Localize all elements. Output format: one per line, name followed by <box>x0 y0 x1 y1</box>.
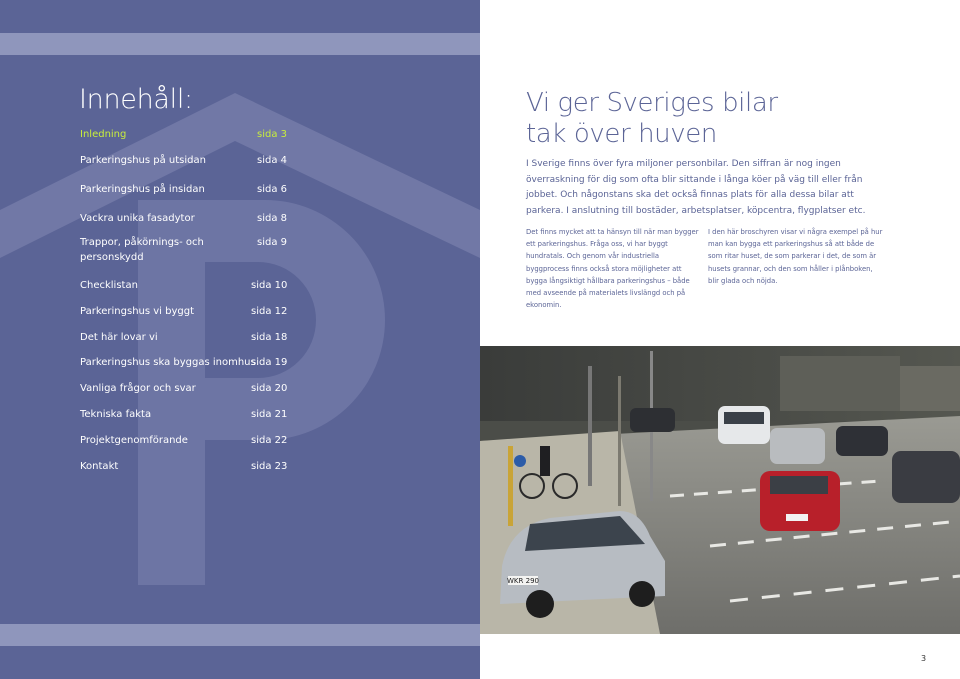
toc-item-label: Vanliga frågor och svar <box>80 383 196 394</box>
toc-item-label: Inledning <box>80 129 127 140</box>
body-column-2: I den här broschyren visar vi några exempel på hur man kan bygga ett parkeringshus så att både de som ritar huset, de som parkerar i det, de som är husets grannar, och den som håller i plånboken, blir glada och nöjda. <box>708 228 883 285</box>
toc-item[interactable] <box>80 433 288 448</box>
toc-item-page: sida 20 <box>251 383 288 394</box>
traffic-photo <box>480 346 960 634</box>
heading-line-1: Vi ger Sveriges bilar <box>526 88 778 118</box>
toc-item[interactable] <box>80 182 288 197</box>
toc-item-label: Det här lovar vi <box>80 332 158 343</box>
toc-item-page: sida 21 <box>251 409 288 420</box>
toc-item-page: sida 23 <box>251 461 288 472</box>
toc-item-label: Checklistan <box>80 280 138 291</box>
toc-item-page: sida 12 <box>251 306 288 317</box>
toc-item-label: Vackra unika fasadytor <box>80 213 195 224</box>
toc-item[interactable] <box>80 459 288 474</box>
toc-item[interactable] <box>80 127 288 142</box>
toc-item-page: sida 9 <box>257 237 288 248</box>
toc-item-page: sida 4 <box>257 155 288 166</box>
toc-title: Innehåll: <box>79 84 193 115</box>
license-plate: WKR 290 <box>507 577 539 585</box>
article-heading <box>526 88 778 150</box>
toc-item-page: sida 8 <box>257 213 288 224</box>
toc-item-label: Parkeringshus ska byggas inomhus <box>80 357 256 368</box>
toc-item-label: Parkeringshus vi byggt <box>80 306 195 317</box>
toc-item-label: Tekniska fakta <box>80 409 152 420</box>
heading-line-2: tak över huven <box>526 119 717 149</box>
intro-paragraph: I Sverige finns över fyra miljoner personbilar. Den siffran är nog ingen överraskning för dig som ofta blir sittande i långa köer på väg till eller från jobbet. Och någonstans ska det också finnas plats för alla dessa bilar att parkera. I anslutning till bostäder, arbetsplatser, köpcentra, flygplatser etc. <box>526 159 866 216</box>
toc-item-page: sida 6 <box>257 184 288 195</box>
toc-item[interactable] <box>80 211 288 226</box>
toc-item[interactable] <box>80 278 288 293</box>
toc-item-page: sida 10 <box>251 280 288 291</box>
toc-item-page: sida 19 <box>251 357 288 368</box>
toc-item-page: sida 18 <box>251 332 288 343</box>
toc-item[interactable] <box>80 407 288 422</box>
body-column-1: Det finns mycket att ta hänsyn till när man bygger ett parkeringshus. Fråga oss, vi har byggt hundratals. Och genom vår industriella byggprocess finns också stora möjligheter att bygga långsiktigt hållbara parkeringshus – både med avseende på materialets livslängd och på ekonomin. <box>526 228 699 310</box>
toc-item[interactable] <box>80 355 288 370</box>
toc-item[interactable] <box>80 304 288 319</box>
toc-item-page: sida 22 <box>251 435 288 446</box>
toc-item-label: Trappor, påkörnings- och personskydd <box>80 237 204 263</box>
toc-item-label: Parkeringshus på utsidan <box>80 155 206 166</box>
toc-item[interactable] <box>80 153 288 168</box>
toc-item-page: sida 3 <box>257 129 288 140</box>
toc-item-label: Parkeringshus på insidan <box>80 184 205 195</box>
toc-item[interactable] <box>80 381 288 396</box>
page-number: 3 <box>921 654 927 663</box>
toc-item[interactable] <box>80 330 288 345</box>
toc-item[interactable] <box>80 235 288 265</box>
toc-item-label: Projektgenomförande <box>80 435 188 446</box>
toc-item-label: Kontakt <box>80 461 119 472</box>
